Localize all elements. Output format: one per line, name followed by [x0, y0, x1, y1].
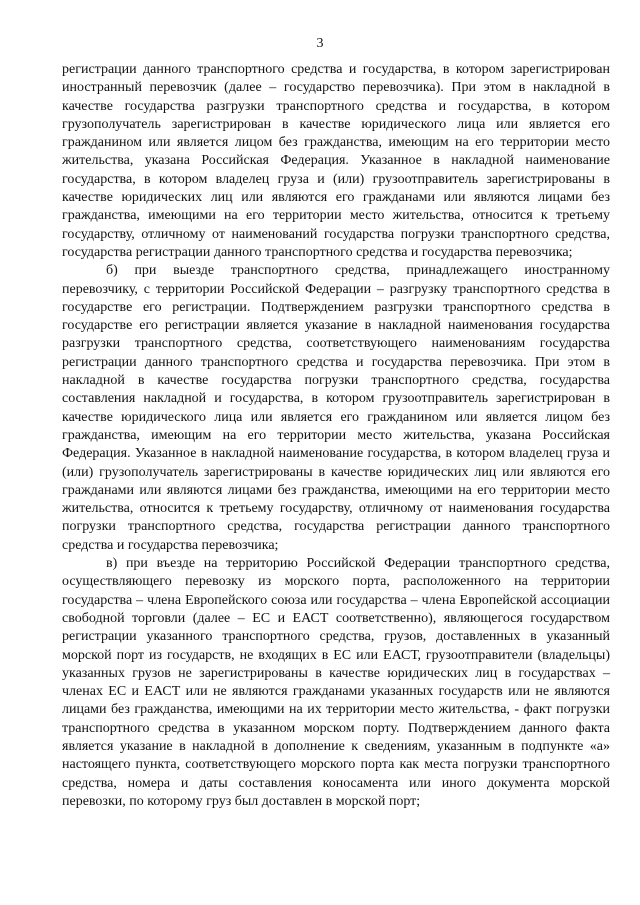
paragraph-v: в) при въезде на территорию Российской Федерации транспортного средства, осуществляющего перевозку из морского порта, расположенного на территории государства – члена Европейского союза или государства – члена Европейской ассоциации свободной торговли (далее – ЕС и ЕАСТ соответственно), являющегося государством регистрации указанного транспортного средства, грузов, доставленных в указанный морской порт из государств, не входящих в ЕС или ЕАСТ, грузоотправители (владельцы) указанных грузов не зарегистрированы в качестве юридических лиц в государствах – членах ЕС и ЕАСТ или не являются гражданами указанных государств или не являются лицами без гражданства, имеющими на их территории место жительства, - факт погрузки транспортного средства в указанном морском порту. Подтверждением данного факта является указание в накладной в дополнение к сведениям, указанным в подпункте «а» настоящего пункта, соответствующего морского порта как места погрузки транспортного средства, номера и даты составления коносамента или иного документа морской перевозки, по которому груз был доставлен в морской порт;: [62, 556, 610, 809]
page-number: 3: [316, 36, 324, 51]
document-body: [62, 61, 610, 811]
paragraph-b: б) при выезде транспортного средства, принадлежащего иностранному перевозчику, с территории Российской Федерации – разгрузку транспортного средства в государстве его регистрации. Подтверждением разгрузки транспортного средства в государстве его регистрации является указание в накладной наименования государства разгрузки транспортного средства, соответствующего наименованиям государства регистрации данного транспортного средства и государства перевозчика. При этом в накладной в качестве государства погрузки транспортного средства, государства составления накладной и государства, в котором грузоотправитель зарегистрирован в качестве юридического лица или является его гражданином или является лицом без гражданства, имеющим на его территории место жительства, указана Российская Федерация. Указанное в накладной наименование государства, в котором владелец груза и (или) грузополучатель зарегистрированы в качестве юридических лиц или являются его гражданами или являются лицами без гражданства, имеющими на его территории место жительства, относится к третьему государству, отличному от наименования государства погрузки транспортного средства, государства регистрации данного транспортного средства и государства перевозчика;: [62, 263, 610, 553]
paragraph-continuation: регистрации данного транспортного средства и государства, в котором зарегистрирован иностранный перевозчик (далее – государство перевозчика). При этом в накладной в качестве государства разгрузки транспортного средства и государства, в котором грузополучатель зарегистрирован в качестве юридического лица или является его гражданином или является лицом без гражданства, имеющим на его территории место жительства, указана Российская Федерация. Указанное в накладной наименование государства, в котором владелец груза и (или) грузоотправитель зарегистрированы в качестве юридических лиц или являются его гражданами или являются лицами без гражданства, имеющими на его территории место жительства, относится к третьему государству, отличному от наименований государства погрузки транспортного средства, государства регистрации данного транспортного средства и государства перевозчика;: [62, 62, 610, 260]
